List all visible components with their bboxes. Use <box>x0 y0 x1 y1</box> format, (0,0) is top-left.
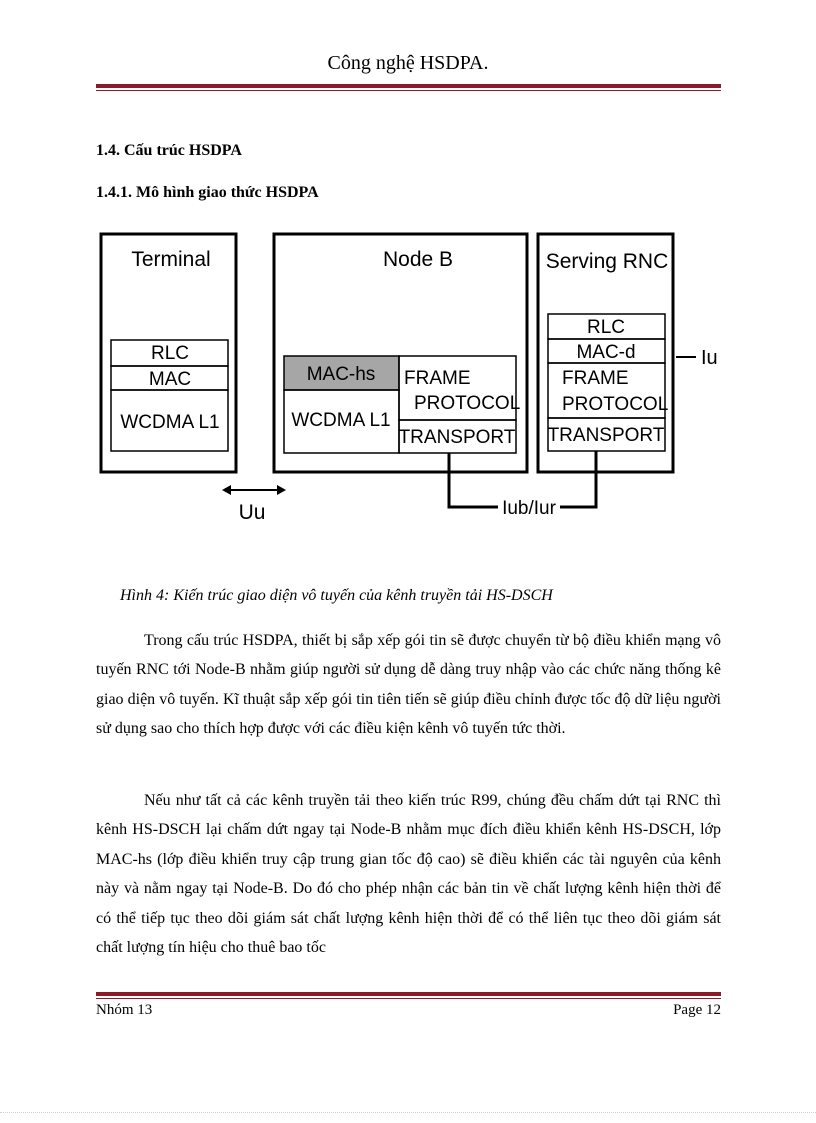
terminal-l1: WCDMA L1 <box>120 412 220 433</box>
node-b-l1: WCDMA L1 <box>291 410 391 431</box>
section-heading: 1.4. Cấu trúc HSDPA <box>96 142 242 159</box>
node-b-transport: TRANSPORT <box>398 427 516 448</box>
rnc-transport: TRANSPORT <box>547 425 665 446</box>
rnc-protocol: PROTOCOL <box>562 394 669 415</box>
rnc-title: Serving RNC <box>545 250 669 273</box>
node-b-mac-hs: MAC-hs <box>306 364 376 385</box>
footer-page-number: Page 12 <box>673 1002 721 1018</box>
terminal-rlc: RLC <box>150 343 190 364</box>
rnc-frame: FRAME <box>562 368 629 389</box>
page-edge <box>0 1112 816 1114</box>
paragraph-2: Nếu như tất cả các kênh truyền tải theo kiến trúc R99, chúng đều chấm dứt tại RNC thì kênh HS-DSCH lại chấm dứt ngay tại Node-B nhằm mục đích điều khiển kênh HS-DSCH, lớp MAC-hs (lớp điều khiển truy cập trung gian tốc độ cao) sẽ điều khiển các tài nguyên của kênh này và nằm ngay tại Node-B. Do đó cho phép nhận các bản tin về chất lượng kênh hiện thời để có thể tiếp tục theo dõi giám sát chất lượng kênh hiện thời để có thể liên tục theo dõi giám sát chất lượng tín hiệu cho thuê bao tốc <box>96 792 721 957</box>
figure-caption: Hình 4: Kiến trúc giao diện vô tuyến của kênh truyền tải HS-DSCH <box>120 587 553 604</box>
header-rule <box>96 84 721 91</box>
footer-rule <box>96 992 721 999</box>
serving-rnc-block <box>538 234 673 472</box>
iub-iur-label: Iub/Iur <box>502 498 556 519</box>
section-subheading: 1.4.1. Mô hình giao thức HSDPA <box>96 184 319 201</box>
paragraph-1: Trong cấu trúc HSDPA, thiết bị sắp xếp gói tin sẽ được chuyển từ bộ điều khiển mạng vô tuyến RNC tới Node-B nhằm giúp người sử dụng dễ dàng truy nhập vào các chức năng thống kê giao diện vô tuyến. Kĩ thuật sắp xếp gói tin tiên tiến sẽ giúp điều chỉnh được tốc độ dữ liệu người sử dụng sao cho thích hợp được với các điều kiện kênh vô tuyến tức thời. <box>96 632 721 738</box>
uu-label: Uu <box>238 501 266 522</box>
uu-arrow <box>222 485 286 495</box>
node-b-frame: FRAME <box>404 368 471 389</box>
node-b-protocol: PROTOCOL <box>414 393 521 414</box>
rnc-rlc: RLC <box>586 317 626 338</box>
terminal-mac: MAC <box>148 369 192 390</box>
node-b-title: Node B <box>382 248 454 271</box>
terminal-block <box>101 234 236 472</box>
node-b-block <box>274 234 527 472</box>
terminal-title: Terminal <box>131 248 211 271</box>
iu-label: Iu <box>701 347 718 369</box>
page-header-title: Công nghệ HSDPA. <box>327 52 489 74</box>
rnc-mac-d: MAC-d <box>576 342 636 363</box>
protocol-diagram <box>96 222 721 522</box>
footer-group: Nhóm 13 <box>96 1002 153 1018</box>
